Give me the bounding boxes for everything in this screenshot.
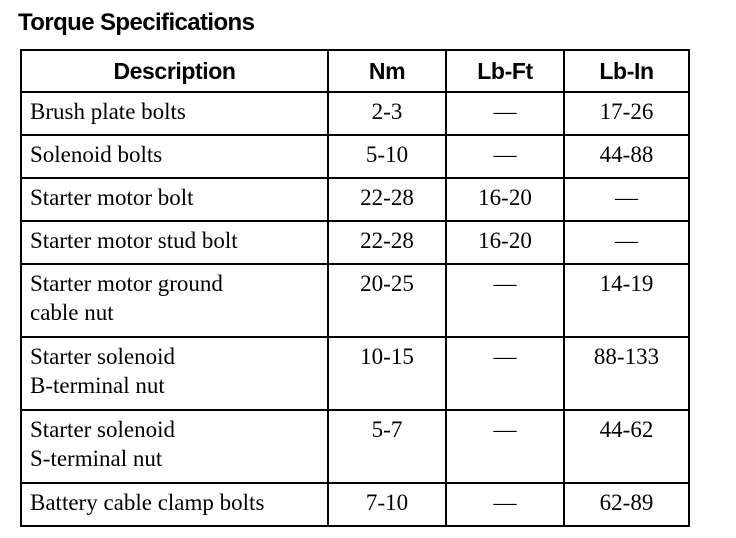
cell-description: Battery cable clamp bolts <box>21 483 328 526</box>
cell-description: Starter solenoid S-terminal nut <box>21 410 328 483</box>
column-header-lb-in: Lb-In <box>564 50 689 92</box>
table-row <box>21 178 689 221</box>
cell-lb-ft: — <box>446 410 564 483</box>
cell-lb-in: 62-89 <box>564 483 689 526</box>
cell-nm: 7-10 <box>328 483 446 526</box>
cell-description: Starter motor ground cable nut <box>21 264 328 337</box>
page-title: Torque Specifications <box>18 9 255 36</box>
cell-nm: 20-25 <box>328 264 446 337</box>
column-header-nm: Nm <box>328 50 446 92</box>
cell-lb-in: 44-88 <box>564 135 689 178</box>
cell-nm: 5-10 <box>328 135 446 178</box>
table-row <box>21 264 689 337</box>
cell-lb-in: — <box>564 178 689 221</box>
column-header-description: Description <box>21 50 328 92</box>
cell-lb-in: 17-26 <box>564 92 689 135</box>
cell-nm: 10-15 <box>328 337 446 410</box>
cell-lb-ft: — <box>446 135 564 178</box>
cell-description: Starter solenoid B-terminal nut <box>21 337 328 410</box>
table-row <box>21 92 689 135</box>
cell-lb-ft: 16-20 <box>446 178 564 221</box>
cell-lb-in: 44-62 <box>564 410 689 483</box>
cell-nm: 22-28 <box>328 221 446 264</box>
cell-lb-in: — <box>564 221 689 264</box>
cell-description: Brush plate bolts <box>21 92 328 135</box>
cell-description: Starter motor stud bolt <box>21 221 328 264</box>
table-row <box>21 221 689 264</box>
cell-nm: 22-28 <box>328 178 446 221</box>
cell-lb-ft: — <box>446 92 564 135</box>
cell-lb-ft: — <box>446 264 564 337</box>
cell-nm: 5-7 <box>328 410 446 483</box>
table-header-row <box>21 50 689 92</box>
table-row <box>21 410 689 483</box>
cell-description: Solenoid bolts <box>21 135 328 178</box>
cell-lb-in: 88-133 <box>564 337 689 410</box>
column-header-lb-ft: Lb-Ft <box>446 50 564 92</box>
cell-lb-ft: — <box>446 483 564 526</box>
table-row <box>21 483 689 526</box>
cell-lb-ft: 16-20 <box>446 221 564 264</box>
cell-lb-in: 14-19 <box>564 264 689 337</box>
cell-nm: 2-3 <box>328 92 446 135</box>
table-row <box>21 337 689 410</box>
cell-lb-ft: — <box>446 337 564 410</box>
cell-description: Starter motor bolt <box>21 178 328 221</box>
torque-spec-table <box>20 49 690 527</box>
table-row <box>21 135 689 178</box>
